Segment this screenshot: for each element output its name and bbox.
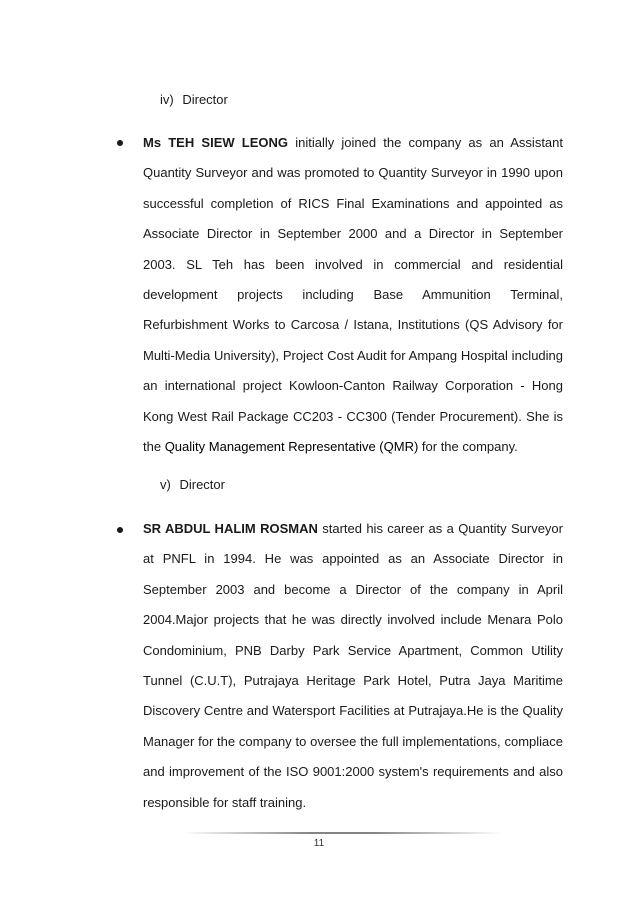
page-number: 11 xyxy=(313,838,325,849)
director-iv-text: initially joined the company as an Assistant Quantity Surveyor and was promoted to Quantity Surveyor in 1990 upon successful completion of RICS Final Examinations and appointed as Associate Director in September 2000 and a Director in September 2003. SL Teh has been involved in commercial and residential development projects including Base Ammunition Terminal, Refurbishment Works to Carcosa / Istana, Institutions (QS Advisory for Multi-Media University), Project Cost Audit for Ampang Hospital including an international project Kowloon-Canton Railway Corporation - Hong Kong West Rail Package CC203 - CC300 (Tender Procurement). She is the xyxy=(143,135,563,455)
director-iv-text-end: for the company. xyxy=(418,439,518,455)
director-v-paragraph xyxy=(143,514,563,818)
section-iv-heading xyxy=(160,92,228,107)
director-iv-name: Ms TEH SIEW LEONG xyxy=(143,135,289,150)
director-iv-qmr: Quality Management Representative (QMR) xyxy=(164,439,419,455)
director-v-name: SR ABDUL HALIM ROSMAN xyxy=(143,521,318,536)
bullet-icon xyxy=(117,527,123,533)
bullet-icon xyxy=(117,140,123,146)
section-iv-number: iv) xyxy=(160,92,174,107)
section-v-title: Director xyxy=(179,477,225,492)
footer-divider xyxy=(182,832,502,834)
director-v-text: started his career as a Quantity Surveyor at PNFL in 1994. He was appointed as an Associate Director in September 2003 and become a Director of the company in April 2004.Major projects that he was directly involved include Menara Polo Condominium, PNB Darby Park Service Apartment, Common Utility Tunnel (C.U.T), Putrajaya Heritage Park Hotel, Putra Jaya Maritime Discovery Centre and Watersport Facilities at Putrajaya.He is the Quality Manager for the company to oversee the full implementations, compliace and improvement of the ISO 9001:2000 system's requirements and also responsible for staff training. xyxy=(143,521,563,810)
director-iv-paragraph xyxy=(143,128,563,462)
section-v-number: v) xyxy=(160,477,171,492)
section-iv-title: Director xyxy=(182,92,228,107)
section-v-heading xyxy=(160,477,225,492)
